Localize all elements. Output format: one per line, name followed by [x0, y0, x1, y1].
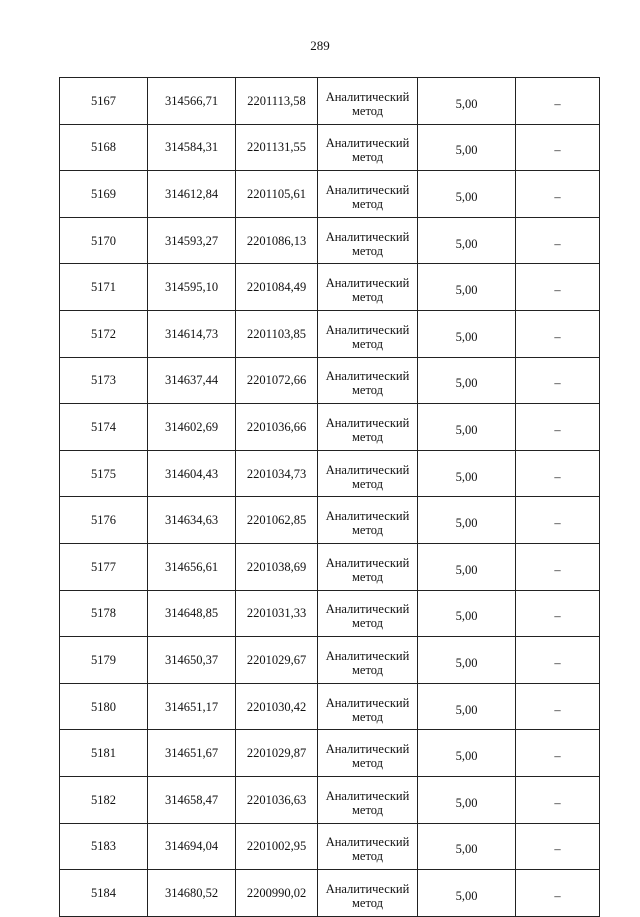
method-cell [318, 637, 418, 684]
y-coordinate-cell: 2201036,66 [236, 404, 318, 451]
table-row [60, 404, 600, 451]
table-row [60, 264, 600, 311]
method-line: Аналитический [325, 881, 410, 896]
method-line: Аналитический [325, 462, 410, 477]
method-line: метод [351, 196, 383, 211]
method-cell [318, 543, 418, 590]
method-line: Аналитический [325, 509, 410, 524]
method-line: Аналитический [325, 695, 410, 710]
x-coordinate-cell: 314637,44 [148, 357, 236, 404]
point-number-cell: 5178 [60, 590, 148, 637]
x-coordinate-cell: 314694,04 [148, 823, 236, 870]
table-row [60, 543, 600, 590]
method-line: метод [351, 802, 383, 817]
method-cell [318, 870, 418, 917]
x-coordinate-cell: 314604,43 [148, 450, 236, 497]
x-coordinate-cell: 314584,31 [148, 124, 236, 171]
accuracy-cell: 5,00 [418, 404, 516, 451]
x-coordinate-cell: 314651,67 [148, 730, 236, 777]
method-line: метод [351, 523, 383, 538]
table-body [60, 78, 600, 917]
point-number-cell: 5183 [60, 823, 148, 870]
point-number-cell: 5171 [60, 264, 148, 311]
x-coordinate-cell: 314680,52 [148, 870, 236, 917]
accuracy-cell: 5,00 [418, 264, 516, 311]
accuracy-cell: 5,00 [418, 78, 516, 125]
note-cell: – [516, 124, 600, 171]
method-cell [318, 497, 418, 544]
x-coordinate-cell: 314648,85 [148, 590, 236, 637]
table-row [60, 776, 600, 823]
method-line: метод [351, 243, 383, 258]
method-line: метод [351, 476, 383, 491]
method-cell [318, 404, 418, 451]
x-coordinate-cell: 314651,17 [148, 683, 236, 730]
note-cell: – [516, 450, 600, 497]
table-row [60, 590, 600, 637]
method-line: метод [351, 429, 383, 444]
y-coordinate-cell: 2201029,67 [236, 637, 318, 684]
note-cell: – [516, 683, 600, 730]
method-line: метод [351, 895, 383, 910]
point-number-cell: 5177 [60, 543, 148, 590]
x-coordinate-cell: 314566,71 [148, 78, 236, 125]
y-coordinate-cell: 2201062,85 [236, 497, 318, 544]
note-cell: – [516, 823, 600, 870]
method-line: метод [351, 383, 383, 398]
note-cell: – [516, 404, 600, 451]
y-coordinate-cell: 2201031,33 [236, 590, 318, 637]
accuracy-cell: 5,00 [418, 730, 516, 777]
note-cell: – [516, 590, 600, 637]
note-cell: – [516, 637, 600, 684]
method-cell [318, 357, 418, 404]
method-cell [318, 450, 418, 497]
table-row [60, 637, 600, 684]
y-coordinate-cell: 2201002,95 [236, 823, 318, 870]
point-number-cell: 5182 [60, 776, 148, 823]
y-coordinate-cell: 2201034,73 [236, 450, 318, 497]
y-coordinate-cell: 2201030,42 [236, 683, 318, 730]
method-cell [318, 78, 418, 125]
point-number-cell: 5169 [60, 171, 148, 218]
x-coordinate-cell: 314602,69 [148, 404, 236, 451]
method-cell [318, 171, 418, 218]
table-row [60, 497, 600, 544]
y-coordinate-cell: 2201036,63 [236, 776, 318, 823]
y-coordinate-cell: 2201105,61 [236, 171, 318, 218]
point-number-cell: 5168 [60, 124, 148, 171]
method-cell [318, 776, 418, 823]
method-line: Аналитический [325, 322, 410, 337]
table-row [60, 870, 600, 917]
point-number-cell: 5179 [60, 637, 148, 684]
point-number-cell: 5180 [60, 683, 148, 730]
x-coordinate-cell: 314634,63 [148, 497, 236, 544]
method-cell [318, 310, 418, 357]
method-line: метод [351, 662, 383, 677]
note-cell: – [516, 171, 600, 218]
point-number-cell: 5173 [60, 357, 148, 404]
method-line: метод [351, 290, 383, 305]
method-line: метод [351, 849, 383, 864]
point-number-cell: 5181 [60, 730, 148, 777]
method-line: Аналитический [325, 369, 410, 384]
method-cell [318, 683, 418, 730]
page-number: 289 [310, 38, 330, 53]
x-coordinate-cell: 314650,37 [148, 637, 236, 684]
method-cell [318, 590, 418, 637]
table-row [60, 730, 600, 777]
accuracy-cell: 5,00 [418, 590, 516, 637]
y-coordinate-cell: 2201084,49 [236, 264, 318, 311]
method-line: Аналитический [325, 276, 410, 291]
method-line: Аналитический [325, 742, 410, 757]
method-cell [318, 124, 418, 171]
accuracy-cell: 5,00 [418, 357, 516, 404]
accuracy-cell: 5,00 [418, 823, 516, 870]
method-cell [318, 730, 418, 777]
accuracy-cell: 5,00 [418, 637, 516, 684]
method-cell [318, 823, 418, 870]
method-line: Аналитический [325, 182, 410, 197]
y-coordinate-cell: 2201113,58 [236, 78, 318, 125]
method-line: метод [351, 150, 383, 165]
y-coordinate-cell: 2201131,55 [236, 124, 318, 171]
method-line: Аналитический [325, 648, 410, 663]
method-cell [318, 217, 418, 264]
point-number-cell: 5170 [60, 217, 148, 264]
method-line: метод [351, 103, 383, 118]
note-cell: – [516, 776, 600, 823]
x-coordinate-cell: 314593,27 [148, 217, 236, 264]
x-coordinate-cell: 314658,47 [148, 776, 236, 823]
table-row [60, 450, 600, 497]
accuracy-cell: 5,00 [418, 870, 516, 917]
method-line: Аналитический [325, 415, 410, 430]
method-line: Аналитический [325, 835, 410, 850]
method-line: Аналитический [325, 136, 410, 151]
accuracy-cell: 5,00 [418, 310, 516, 357]
method-line: метод [351, 756, 383, 771]
method-line: метод [351, 709, 383, 724]
table-row [60, 310, 600, 357]
note-cell: – [516, 497, 600, 544]
x-coordinate-cell: 314614,73 [148, 310, 236, 357]
x-coordinate-cell: 314656,61 [148, 543, 236, 590]
table-row [60, 217, 600, 264]
accuracy-cell: 5,00 [418, 217, 516, 264]
method-cell [318, 264, 418, 311]
accuracy-cell: 5,00 [418, 450, 516, 497]
method-line: Аналитический [325, 788, 410, 803]
table-row [60, 78, 600, 125]
point-number-cell: 5175 [60, 450, 148, 497]
note-cell: – [516, 264, 600, 311]
x-coordinate-cell: 314595,10 [148, 264, 236, 311]
coordinates-table [59, 77, 600, 917]
table-row [60, 171, 600, 218]
method-line: Аналитический [325, 89, 410, 104]
y-coordinate-cell: 2201103,85 [236, 310, 318, 357]
y-coordinate-cell: 2201038,69 [236, 543, 318, 590]
point-number-cell: 5167 [60, 78, 148, 125]
method-line: метод [351, 616, 383, 631]
note-cell: – [516, 310, 600, 357]
accuracy-cell: 5,00 [418, 543, 516, 590]
note-cell: – [516, 543, 600, 590]
point-number-cell: 5174 [60, 404, 148, 451]
accuracy-cell: 5,00 [418, 776, 516, 823]
table-row [60, 357, 600, 404]
point-number-cell: 5172 [60, 310, 148, 357]
table-row [60, 124, 600, 171]
y-coordinate-cell: 2200990,02 [236, 870, 318, 917]
method-line: метод [351, 569, 383, 584]
accuracy-cell: 5,00 [418, 124, 516, 171]
note-cell: – [516, 357, 600, 404]
x-coordinate-cell: 314612,84 [148, 171, 236, 218]
accuracy-cell: 5,00 [418, 683, 516, 730]
accuracy-cell: 5,00 [418, 497, 516, 544]
table-row [60, 823, 600, 870]
note-cell: – [516, 217, 600, 264]
point-number-cell: 5184 [60, 870, 148, 917]
y-coordinate-cell: 2201086,13 [236, 217, 318, 264]
note-cell: – [516, 870, 600, 917]
method-line: метод [351, 336, 383, 351]
y-coordinate-cell: 2201029,87 [236, 730, 318, 777]
note-cell: – [516, 730, 600, 777]
method-line: Аналитический [325, 555, 410, 570]
method-line: Аналитический [325, 602, 410, 617]
table-row [60, 683, 600, 730]
y-coordinate-cell: 2201072,66 [236, 357, 318, 404]
method-line: Аналитический [325, 229, 410, 244]
accuracy-cell: 5,00 [418, 171, 516, 218]
note-cell: – [516, 78, 600, 125]
point-number-cell: 5176 [60, 497, 148, 544]
